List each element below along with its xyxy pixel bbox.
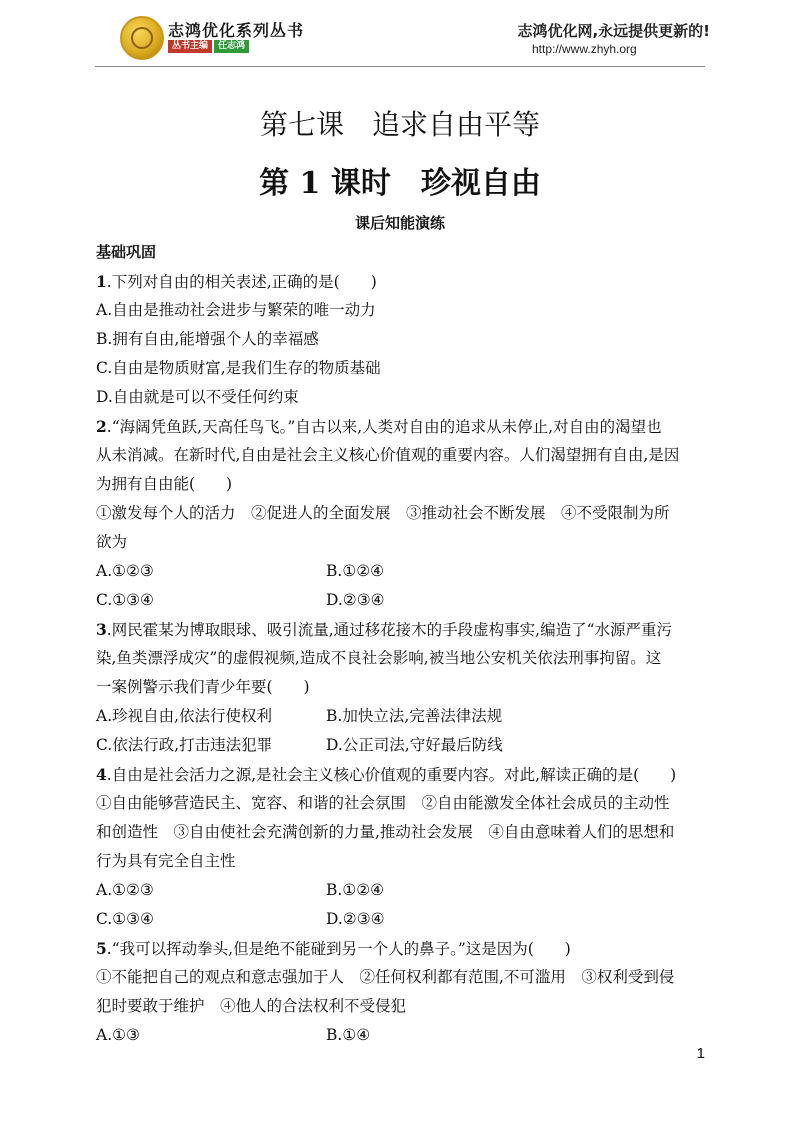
option-c: C.①③④ [96, 591, 154, 609]
page-number: 1 [696, 1045, 705, 1062]
question-stem-line: 染,鱼类漂浮成灾”的虚假视频,造成不良社会影响,被当地公安机关依法刑事拘留。这 [96, 649, 662, 667]
page-header [0, 0, 800, 70]
brand-title: 志鸿优化系列丛书 [168, 21, 305, 40]
option-b: B.①②④ [326, 881, 385, 899]
brand-sub-editor-name: 任志鸿 [214, 40, 249, 53]
statement-line: ①激发每个人的活力 ②促进人的全面发展 ③推动社会不断发展 ④不受限制为所 [96, 504, 670, 522]
question-stem: .网民霍某为博取眼球、吸引流量,通过移花接木的手段虚构事实,编造了“水源严重污 [106, 621, 673, 639]
header-slogan: 志鸿优化网,永远提供更新的! [517, 22, 710, 40]
statement-line: 和创造性 ③自由使社会充满创新的力量,推动社会发展 ④自由意味着人们的思想和 [96, 823, 675, 841]
statement-line: ①不能把自己的观点和意志强加于人 ②任何权利都有范围,不可滥用 ③权利受到侵 [96, 968, 675, 986]
option-d: D.公正司法,守好最后防线 [326, 736, 503, 754]
medallion-logo-icon [120, 16, 164, 60]
question-stem-line: 从未消减。在新时代,自由是社会主义核心价值观的重要内容。人们渴望拥有自由,是因 [96, 446, 680, 464]
question-number: 3 [96, 620, 107, 639]
option-d: D.②③④ [326, 591, 385, 609]
question-stem: .下列对自由的相关表述,正确的是( ) [106, 273, 377, 291]
question-stem-line: 一案例警示我们青少年要( ) [96, 678, 310, 696]
option-a: A.①②③ [96, 881, 154, 899]
option-c: C.自由是物质财富,是我们生存的物质基础 [96, 359, 381, 377]
question-stem-line: 为拥有自由能( ) [96, 475, 233, 493]
period-title: 第 1 课时 珍视自由 [259, 166, 541, 201]
option-d: D.②③④ [326, 910, 385, 928]
question-1 [96, 267, 706, 412]
brand-sub-editor-label: 丛书主编 [168, 40, 212, 53]
brand-subtitle [168, 40, 249, 53]
option-a: A.①②③ [96, 562, 154, 580]
option-a: A.①③ [96, 1026, 140, 1044]
option-a: A.珍视自由,依法行使权利 [96, 707, 273, 725]
statement-line: 行为具有完全自主性 [96, 852, 236, 870]
option-d: D.自由就是可以不受任何约束 [96, 388, 299, 406]
header-url[interactable]: http://www.zhyh.org [532, 42, 637, 56]
question-4 [96, 760, 706, 934]
option-b: B.拥有自由,能增强个人的幸福感 [96, 330, 319, 348]
header-divider [95, 66, 705, 67]
question-stem: .“我可以挥动拳头,但是绝不能碰到另一个人的鼻子。”这是因为( ) [106, 940, 571, 958]
option-c: C.①③④ [96, 910, 154, 928]
category-heading: 基础巩固 [96, 243, 157, 261]
option-a: A.自由是推动社会进步与繁荣的唯一动力 [96, 301, 376, 319]
option-c: C.依法行政,打击违法犯罪 [96, 736, 273, 754]
question-stem: .“海阔凭鱼跃,天高任鸟飞。”自古以来,人类对自由的追求从未停止,对自由的渴望也 [106, 418, 662, 436]
question-number: 1 [96, 272, 107, 291]
question-5 [96, 934, 706, 1050]
option-b: B.①②④ [326, 562, 385, 580]
question-number: 2 [96, 417, 107, 436]
option-b: B.加快立法,完善法律法规 [326, 707, 503, 725]
question-number: 4 [96, 765, 107, 784]
question-list [96, 238, 706, 1050]
option-b: B.①④ [326, 1026, 371, 1044]
question-3 [96, 615, 706, 760]
section-subtitle: 课后知能演练 [354, 214, 445, 232]
question-number: 5 [96, 939, 107, 958]
statement-line: 欲为 [96, 533, 128, 551]
question-2 [96, 412, 706, 615]
question-stem: .自由是社会活力之源,是社会主义核心价值观的重要内容。对此,解读正确的是( ) [106, 766, 677, 784]
statement-line: 犯时要敢于维护 ④他人的合法权利不受侵犯 [96, 997, 407, 1015]
statement-line: ①自由能够营造民主、宽容、和谐的社会氛围 ②自由能激发全体社会成员的主动性 [96, 794, 670, 812]
lesson-title: 第七课 追求自由平等 [259, 108, 540, 141]
